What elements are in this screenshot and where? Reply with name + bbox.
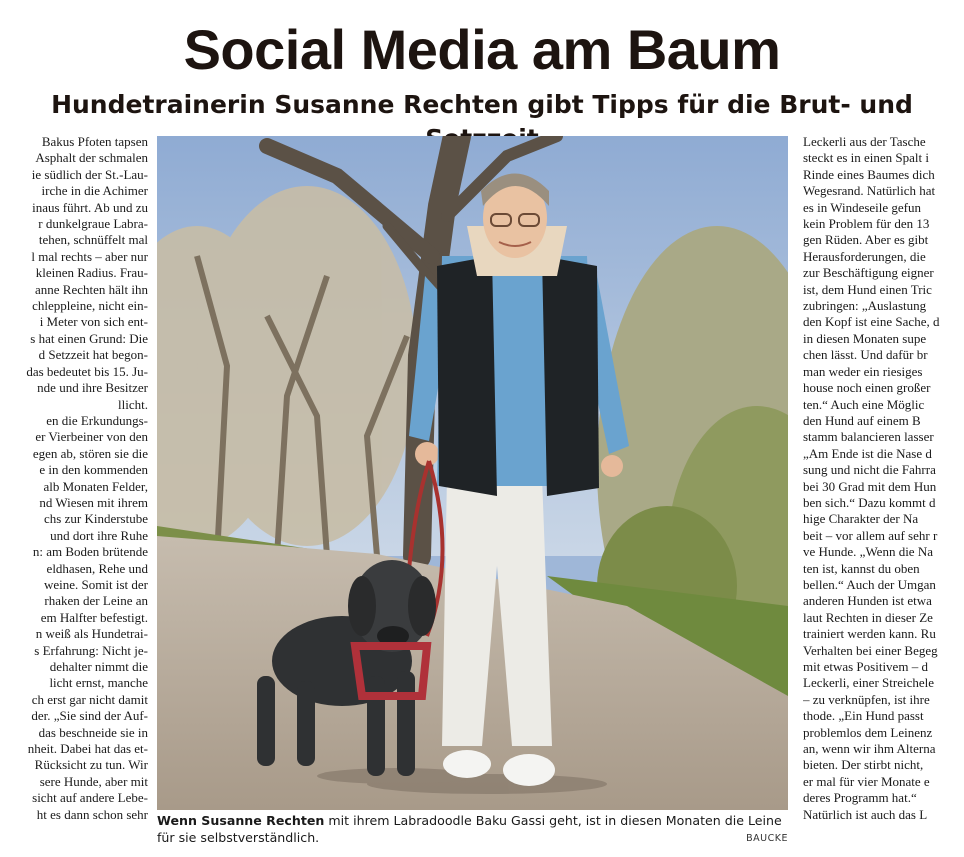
- background-trees-left: [157, 186, 417, 546]
- text-line: mit etwas Positivem – d: [803, 659, 928, 674]
- text-line: licht ernst, manche: [49, 675, 148, 691]
- text-line: „Am Ende ist die Nase d: [803, 445, 932, 461]
- text-line: den Kopf ist eine Sache, d: [803, 314, 940, 330]
- text-line: an, wenn wir ihm Alterna: [803, 741, 936, 757]
- text-line: tehen, schnüffelt mal: [38, 232, 148, 248]
- article-photo: [157, 136, 788, 810]
- text-line: nd Wiesen mit ihrem: [39, 494, 148, 510]
- text-line: hige Charakter der Na: [803, 511, 919, 527]
- text-line: weine. Somit ist der: [44, 576, 148, 592]
- text-line: ve Hunde. „Wenn die Na: [803, 544, 933, 560]
- text-line: der. „Sie sind der Auf-: [31, 708, 148, 724]
- text-line: sung und nicht die Fahrra: [803, 462, 936, 478]
- text-line: es in Windeseile gefun: [803, 199, 922, 215]
- text-line: e in den kommenden: [39, 462, 148, 478]
- headline: Social Media am Baum: [183, 18, 781, 81]
- text-line: ten ist, kannst du oben: [803, 560, 920, 576]
- text-line: anderen Hunden ist etwa: [803, 593, 932, 609]
- text-line: n: am Boden brütende: [32, 544, 148, 560]
- text-line: Rinde eines Baumes dich: [803, 166, 935, 182]
- text-line: kleinen Radius. Frau-: [35, 265, 148, 281]
- text-line: chleppleine, nicht ein-: [32, 298, 148, 314]
- text-line: chs zur Kinderstube: [44, 511, 148, 527]
- left-text-column: [0, 134, 148, 857]
- text-line: en die Erkundungs-: [46, 412, 148, 428]
- text-line: Leckerli, einer Streichele: [803, 675, 935, 691]
- text-line: nheit. Dabei hat das et-: [27, 741, 148, 757]
- text-line: chen lässt. Und dafür br: [803, 347, 928, 363]
- text-line: problemlos dem Leinenz: [803, 724, 933, 740]
- text-line: Herausforderungen, die: [803, 248, 926, 264]
- text-line: steckt es in einen Spalt i: [803, 150, 930, 166]
- text-line: i Meter von sich ent-: [39, 314, 148, 330]
- text-line: Leckerli aus der Tasche: [803, 134, 926, 149]
- text-line: Wegesrand. Natürlich hat: [803, 183, 936, 199]
- text-line: in diesen Monaten supe: [803, 330, 927, 346]
- text-line: ten.“ Auch eine Möglic: [803, 396, 925, 412]
- text-line: bellen.“ Auch der Umgan: [803, 576, 936, 592]
- vest: [437, 256, 497, 496]
- text-line: sere Hunde, aber mit: [39, 773, 148, 789]
- text-line: bei 30 Grad mit dem Hun: [803, 478, 937, 494]
- text-line: em Halfter befestigt.: [40, 609, 148, 625]
- text-line: zubringen: „Auslastung: [803, 298, 927, 314]
- text-line: man weder ein riesiges: [803, 363, 923, 379]
- text-line: house noch einen großer: [803, 380, 931, 396]
- text-line: s hat einen Grund: Die: [30, 330, 148, 346]
- text-line: – zu verknüpfen, ist ihre: [803, 691, 930, 707]
- text-line: l mal rechts – aber nur: [31, 248, 148, 264]
- text-line: ie südlich der St.-Lau-: [31, 166, 148, 182]
- text-line: Rücksicht zu tun. Wir: [34, 757, 148, 773]
- text-line: er Vierbeiner von den: [35, 429, 148, 445]
- text-line: ht es dann schon sehr: [36, 806, 148, 822]
- text-line: nde und ihre Besitzer: [37, 380, 148, 396]
- text-line: alb Monaten Felder,: [43, 478, 148, 494]
- text-line: beit – vor allem auf sehr r: [803, 527, 938, 543]
- text-line: bieten. Der stirbt nicht,: [803, 757, 924, 773]
- photo-caption: [157, 812, 788, 846]
- text-line: das bedeutet bis 15. Ju-: [26, 363, 148, 379]
- text-line: dehalter nimmt die: [49, 659, 148, 674]
- right-text-column: [803, 134, 964, 857]
- text-line: kein Problem für den 13: [803, 216, 930, 232]
- text-line: deres Programm hat.“: [803, 790, 917, 806]
- text-line: den Hund auf einem B: [803, 412, 921, 428]
- caption-text: mit ihrem Labradoodle Baku Gassi geht, ist in diesen Monaten die Leine für sie selbstverständlich.: [157, 813, 782, 845]
- text-line: Verhalten bei einer Begeg: [803, 642, 938, 658]
- text-line: sicht auf andere Lebe-: [32, 790, 148, 806]
- text-line: d Setzzeit hat begon-: [38, 347, 148, 363]
- text-line: das beschneide sie in: [38, 724, 148, 740]
- text-line: Asphalt der schmalen: [35, 150, 148, 166]
- text-line: ben sich.“ Dazu kommt d: [803, 494, 936, 510]
- text-line: ist, dem Hund einen Tric: [803, 281, 932, 297]
- caption-bold: Wenn Susanne Rechten: [157, 813, 325, 828]
- text-line: egen ab, stören sie die: [32, 445, 148, 461]
- text-line: llicht.: [118, 396, 148, 412]
- text-line: laut Rechten in dieser Ze: [803, 609, 933, 625]
- text-line: Bakus Pfoten tapsen: [41, 134, 148, 149]
- photo-illustration: [157, 136, 788, 810]
- text-line: stamm balancieren lasser: [803, 429, 934, 445]
- text-line: Natürlich ist auch das L: [803, 806, 928, 822]
- text-line: und dort ihre Ruhe: [50, 527, 148, 543]
- text-line: gen Rüden. Aber es gibt: [803, 232, 929, 248]
- text-line: r dunkelgraue Labra-: [38, 216, 148, 232]
- text-line: er mal für vier Monate e: [803, 773, 930, 789]
- text-line: zur Beschäftigung eigner: [803, 265, 934, 281]
- text-line: inaus führt. Ab und zu: [32, 199, 148, 215]
- text-line: anne Rechten hält ihn: [35, 281, 148, 297]
- text-line: trainiert werden kann. Ru: [803, 626, 936, 642]
- text-line: n weiß als Hundetrai-: [35, 626, 148, 642]
- photo-credit: BAUCKE: [746, 833, 788, 844]
- text-line: irche in die Achimer: [41, 183, 148, 199]
- text-line: eldhasen, Rehe und: [46, 560, 148, 576]
- text-line: rhaken der Leine an: [44, 593, 148, 609]
- text-line: s Erfahrung: Nicht je-: [34, 642, 148, 658]
- subheadline: Hundetrainerin Susanne Rechten gibt Tipps für die Brut- und: [51, 90, 913, 119]
- text-line: thode. „Ein Hund passt: [803, 708, 924, 724]
- text-line: ch erst gar nicht damit: [31, 691, 148, 707]
